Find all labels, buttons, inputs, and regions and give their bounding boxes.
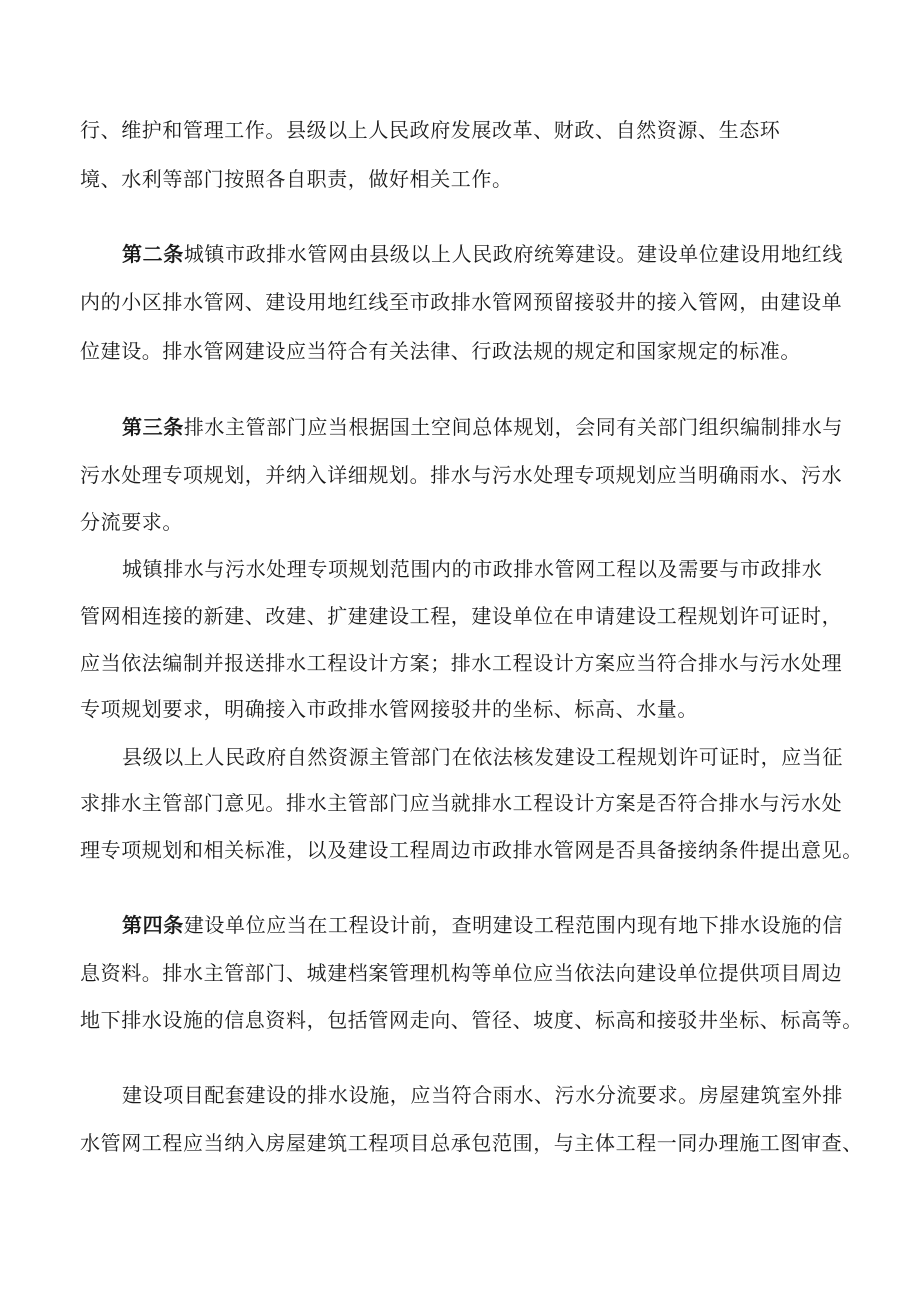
paragraph-line: 境、水利等部门按照各自职责，做好相关工作。 [80,167,513,191]
paragraph-line: 水管网工程应当纳入房屋建筑工程项目总承包范围，与主体工程一同办理施工图审查、 [80,1131,863,1155]
paragraph-line: 理专项规划和相关标准，以及建设工程周边市政排水管网是否具备接纳条件提出意见。 [80,838,863,862]
paragraph-line: 内的小区排水管网、建设用地红线至市政排水管网预留接驳井的接入管网，由建设单 [80,290,843,314]
paragraph-line: 建设项目配套建设的排水设施，应当符合雨水、污水分流要求。房屋建筑室外排 [122,1083,843,1107]
article-2-line [122,242,843,266]
article-4-line [122,913,843,937]
paragraph-line: 污水处理专项规划，并纳入详细规划。排水与污水处理专项规划应当明确雨水、污水 [80,463,843,487]
paragraph-line: 分流要求。 [80,510,183,534]
article-3-label: 第三条 [122,415,184,439]
paragraph-line: 位建设。排水管网建设应当符合有关法律、行政法规的规定和国家规定的标准。 [80,339,801,363]
article-4-label: 第四条 [122,913,184,937]
paragraph-line: 管网相连接的新建、改建、扩建建设工程，建设单位在申请建设工程规划许可证时， [80,604,843,628]
article-2-text: 城镇市政排水管网由县级以上人民政府统筹建设。建设单位建设用地红线 [183,242,844,266]
paragraph-line: 求排水主管部门意见。排水主管部门应当就排水工程设计方案是否符合排水与污水处 [80,791,843,815]
paragraph-line: 息资料。排水主管部门、城建档案管理机构等单位应当依法向建设单位提供项目周边 [80,961,843,985]
article-2-label: 第二条 [122,242,184,266]
paragraph-line: 地下排水设施的信息资料，包括管网走向、管径、坡度、标高和接驳井坐标、标高等。 [80,1008,863,1032]
article-3-text: 排水主管部门应当根据国土空间总体规划，会同有关部门组织编制排水与 [183,415,844,439]
paragraph-line: 县级以上人民政府自然资源主管部门在依法核发建设工程规划许可证时，应当征 [122,745,843,769]
article-3-line [122,415,843,439]
article-4-text: 建设单位应当在工程设计前，查明建设工程范围内现有地下排水设施的信 [183,913,844,937]
paragraph-line: 城镇排水与污水处理专项规划范围内的市政排水管网工程以及需要与市政排水 [122,557,823,581]
paragraph-line: 专项规划要求，明确接入市政排水管网接驳井的坐标、标高、水量。 [80,697,698,721]
paragraph-line: 行、维护和管理工作。县级以上人民政府发展改革、财政、自然资源、生态环 [80,118,781,142]
paragraph-line: 应当依法编制并报送排水工程设计方案；排水工程设计方案应当符合排水与污水处理 [80,651,843,675]
